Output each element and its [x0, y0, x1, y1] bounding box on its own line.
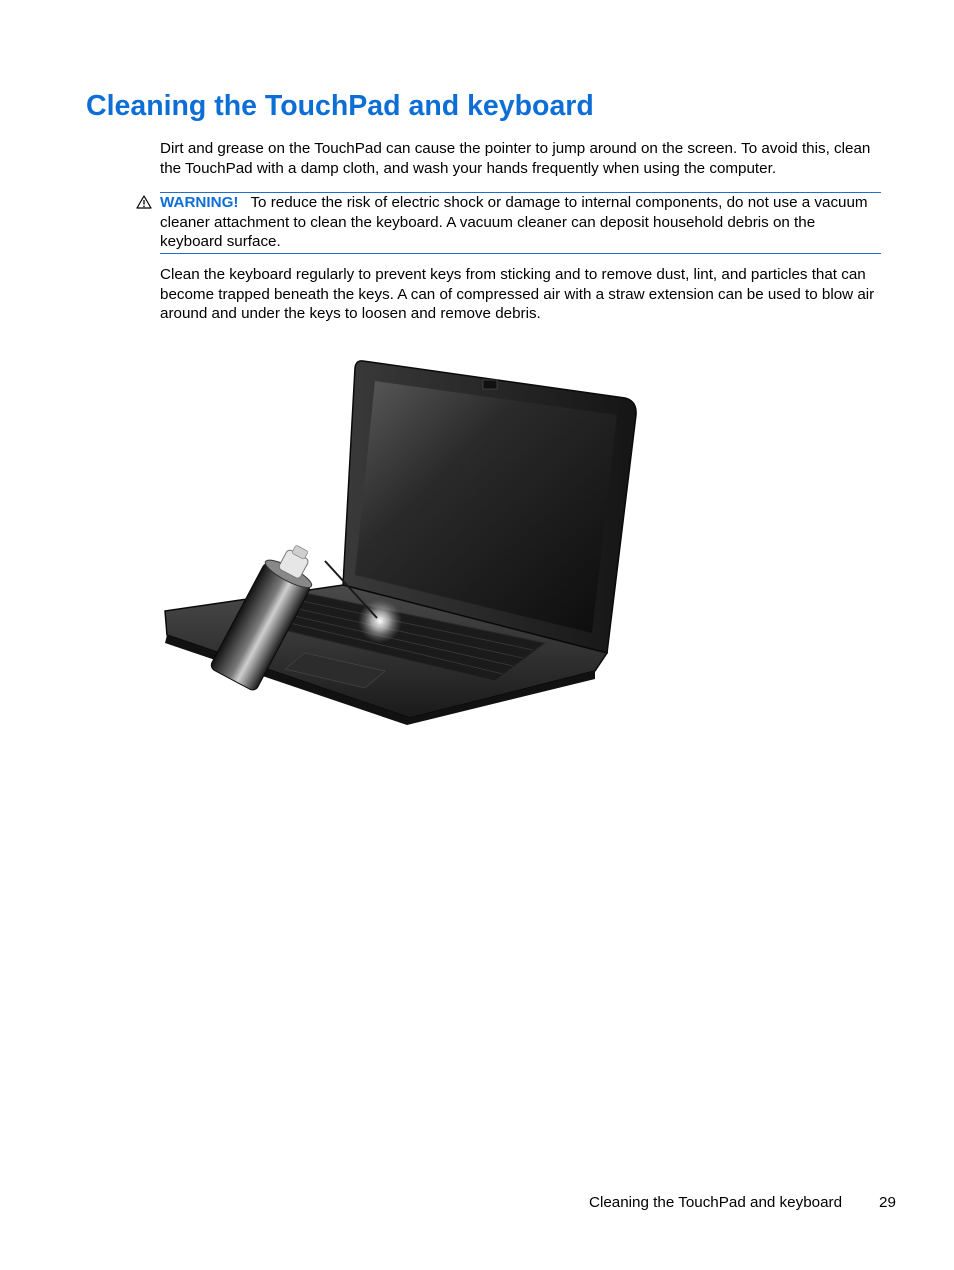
laptop-compressed-air-illustration — [155, 353, 650, 728]
warning-triangle-icon — [136, 195, 152, 209]
warning-label: WARNING! — [160, 194, 239, 211]
warning-box — [160, 192, 881, 254]
footer-title: Cleaning the TouchPad and keyboard — [589, 1194, 843, 1211]
page-title: Cleaning the TouchPad and keyboard — [86, 90, 594, 122]
page-number: 29 — [879, 1194, 896, 1211]
paragraph-touchpad: Dirt and grease on the TouchPad can cause the pointer to jump around on the screen. To avoid this, clean the TouchPad with a damp cloth, and wash your hands frequently when using the computer. — [160, 140, 871, 177]
paragraph-keyboard: Clean the keyboard regularly to prevent keys from sticking and to remove dust, lint, and particles that can become trapped beneath the keys. A can of compressed air with a straw extension can be used to blow air around and under the keys to loosen and remove debris. — [160, 266, 875, 322]
warning-text: To reduce the risk of electric shock or damage to internal components, do not use a vacuum cleaner attachment to clean the keyboard. A vacuum cleaner can deposit household debris on the keyboard surface. — [160, 194, 868, 250]
